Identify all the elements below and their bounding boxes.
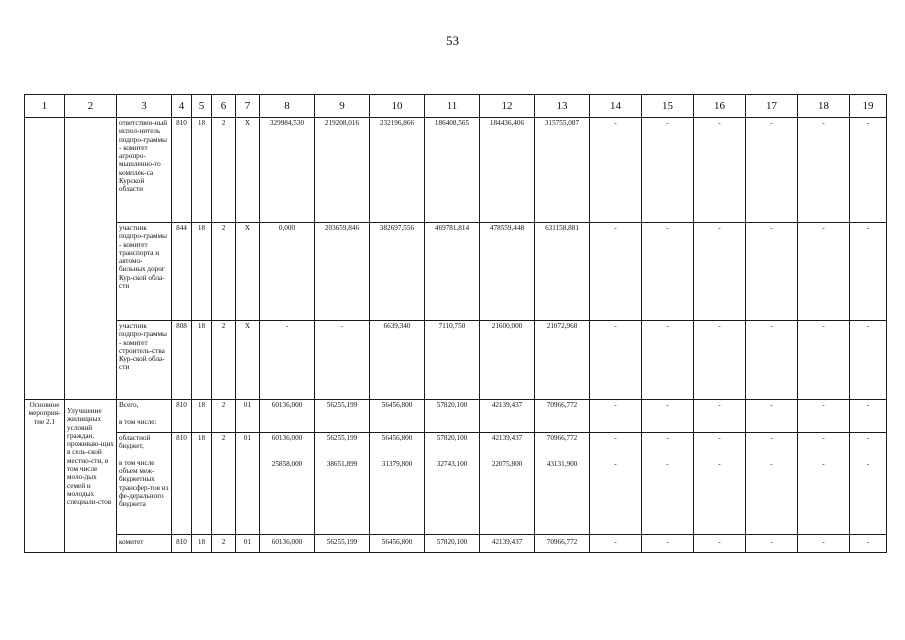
cell-c8 — [260, 433, 315, 535]
value-a: 70966,772 — [546, 434, 578, 442]
cell-c17: - — [746, 321, 798, 400]
value-b: 32743,100 — [436, 460, 468, 469]
cell-c7: X — [236, 223, 260, 321]
column-header-13: 13 — [535, 95, 590, 118]
committee-cell: комитет — [117, 535, 172, 553]
value-a: 56456,800 — [381, 434, 413, 442]
cell-c4: 810 — [172, 400, 192, 433]
cell-c14: - — [590, 321, 642, 400]
cell-c18: - — [798, 535, 850, 553]
column-header-10: 10 — [370, 95, 425, 118]
cell-c5: 18 — [192, 400, 212, 433]
cell-c15: - — [642, 535, 694, 553]
cell-c5: 18 — [192, 223, 212, 321]
cell-c10: 6639,340 — [370, 321, 425, 400]
cell-c11: 186408,565 — [425, 118, 480, 223]
cell-c8: 329984,530 — [260, 118, 315, 223]
cell-c4: 810 — [172, 535, 192, 553]
column-header-7: 7 — [236, 95, 260, 118]
cell-c9 — [315, 433, 370, 535]
cell-c8: - — [260, 321, 315, 400]
value-a: - — [822, 434, 825, 442]
cell-c19: - — [850, 400, 887, 433]
column-header-18: 18 — [798, 95, 850, 118]
column-header-15: 15 — [642, 95, 694, 118]
column-header-6: 6 — [212, 95, 236, 118]
executor-cell: ответствен-ный испол-нитель подпро-граммы - комитет агропро-мышленно-го комплек-са Курской области — [117, 118, 172, 223]
cell-c13: 21072,968 — [535, 321, 590, 400]
cell-c8: 0,000 — [260, 223, 315, 321]
cell-c13: 70966,772 — [535, 400, 590, 433]
col2-cell — [65, 118, 117, 400]
cell-c7: 01 — [236, 433, 260, 535]
cell-c6: 2 — [212, 321, 236, 400]
value-b: 38651,899 — [326, 460, 358, 469]
table-row — [25, 535, 887, 553]
page-number: 53 — [446, 33, 459, 48]
measure-description-cell: Улучшение жилищных условий граждан, проживаю-щих в сель-ской местно-сти, в том числе моло-дых семей и молодых специали-стов — [65, 400, 117, 553]
cell-c16: - — [694, 223, 746, 321]
cell-c17 — [746, 433, 798, 535]
cell-c15: - — [642, 321, 694, 400]
value-b: 31379,800 — [381, 460, 413, 469]
cell-c14: - — [590, 400, 642, 433]
table-row — [25, 321, 887, 400]
column-header-5: 5 — [192, 95, 212, 118]
cell-c16: - — [694, 118, 746, 223]
table-row — [25, 118, 887, 223]
column-header-12: 12 — [480, 95, 535, 118]
cell-c13: 631158,881 — [535, 223, 590, 321]
including-label: в том числе: — [119, 417, 157, 426]
cell-c14: - — [590, 223, 642, 321]
column-header-9: 9 — [315, 95, 370, 118]
cell-c17: - — [746, 223, 798, 321]
cell-c7: 01 — [236, 400, 260, 433]
total-label: Всего, — [119, 401, 139, 409]
cell-c5: 18 — [192, 118, 212, 223]
cell-c18: - — [798, 223, 850, 321]
cell-c14: - — [590, 118, 642, 223]
cell-c4: 810 — [172, 118, 192, 223]
cell-c19: - — [850, 535, 887, 553]
cell-c9: - — [315, 321, 370, 400]
cell-c13: 315755,087 — [535, 118, 590, 223]
cell-c19: - — [850, 321, 887, 400]
column-header-3: 3 — [117, 95, 172, 118]
cell-c7: 01 — [236, 535, 260, 553]
column-header-16: 16 — [694, 95, 746, 118]
cell-c19: - — [850, 118, 887, 223]
cell-c8: 60136,000 — [260, 535, 315, 553]
value-a: 56255,199 — [326, 434, 358, 442]
cell-c7: X — [236, 321, 260, 400]
federal-transfers-label: в том числе объем меж-бюджетных трансфер-тов из фе-дерального бюджета — [119, 458, 169, 509]
value-b: - — [614, 460, 617, 469]
table-row — [25, 223, 887, 321]
cell-c6: 2 — [212, 400, 236, 433]
value-b: - — [666, 460, 669, 469]
cell-c14 — [590, 433, 642, 535]
value-a: 42139,437 — [491, 434, 523, 442]
executor-cell: участник подпро-граммы - комитет строитель-ства Кур-ской обла-сти — [117, 321, 172, 400]
value-b: - — [866, 460, 870, 469]
value-b: 43131,900 — [546, 460, 578, 469]
cell-c12: 184436,406 — [480, 118, 535, 223]
column-header-17: 17 — [746, 95, 798, 118]
cell-c7: X — [236, 118, 260, 223]
cell-c4: 808 — [172, 321, 192, 400]
cell-c16: - — [694, 400, 746, 433]
value-b: - — [770, 460, 773, 469]
value-b: 22075,800 — [491, 460, 523, 469]
value-a: 57820,100 — [436, 434, 468, 442]
cell-c11: 57820,100 — [425, 400, 480, 433]
cell-c14: - — [590, 535, 642, 553]
table-row — [25, 400, 887, 433]
cell-c9: 56255,199 — [315, 400, 370, 433]
cell-c5: 18 — [192, 321, 212, 400]
cell-c12: 21600,000 — [480, 321, 535, 400]
cell-c15 — [642, 433, 694, 535]
cell-c10: 232196,866 — [370, 118, 425, 223]
cell-c8: 60136,000 — [260, 400, 315, 433]
cell-c11: 57820,100 — [425, 535, 480, 553]
cell-c12: 478559,448 — [480, 223, 535, 321]
cell-c12: 42139,437 — [480, 400, 535, 433]
value-a: 60136,000 — [271, 434, 303, 442]
value-a: - — [666, 434, 669, 442]
total-label-cell — [117, 400, 172, 433]
table-row — [25, 433, 887, 535]
cell-c16: - — [694, 321, 746, 400]
regional-budget-label: областной бюджет, — [119, 434, 151, 451]
cell-c18 — [798, 433, 850, 535]
column-header-1: 1 — [25, 95, 65, 118]
measure-number-cell: Основное мероприя-тие 2.1 — [25, 400, 65, 553]
regional-budget-cell — [117, 433, 172, 535]
cell-c13 — [535, 433, 590, 535]
cell-c9: 219208,016 — [315, 118, 370, 223]
value-a: - — [866, 434, 870, 442]
cell-c15: - — [642, 223, 694, 321]
value-a: - — [718, 434, 721, 442]
budget-table — [24, 94, 887, 553]
cell-c6: 2 — [212, 433, 236, 535]
cell-c10 — [370, 433, 425, 535]
cell-c19: - — [850, 223, 887, 321]
cell-c18: - — [798, 118, 850, 223]
cell-c17: - — [746, 535, 798, 553]
cell-c12: 42139,437 — [480, 535, 535, 553]
cell-c9: 203659,846 — [315, 223, 370, 321]
cell-c12 — [480, 433, 535, 535]
value-b: - — [822, 460, 825, 469]
column-header-8: 8 — [260, 95, 315, 118]
column-header-14: 14 — [590, 95, 642, 118]
column-header-19: 19 — [850, 95, 887, 118]
cell-c16 — [694, 433, 746, 535]
cell-c17: - — [746, 118, 798, 223]
cell-c17: - — [746, 400, 798, 433]
cell-c5: 18 — [192, 535, 212, 553]
cell-c11: 469781,814 — [425, 223, 480, 321]
column-header-2: 2 — [65, 95, 117, 118]
cell-c6: 2 — [212, 535, 236, 553]
value-a: - — [770, 434, 773, 442]
cell-c6: 2 — [212, 118, 236, 223]
cell-c5: 18 — [192, 433, 212, 535]
cell-c11 — [425, 433, 480, 535]
cell-c15: - — [642, 118, 694, 223]
cell-c10: 56456,800 — [370, 535, 425, 553]
cell-c15: - — [642, 400, 694, 433]
value-b: 25858,000 — [271, 460, 303, 469]
column-header-11: 11 — [425, 95, 480, 118]
cell-c9: 56255,199 — [315, 535, 370, 553]
cell-c19 — [850, 433, 887, 535]
cell-c4: 810 — [172, 433, 192, 535]
cell-c18: - — [798, 321, 850, 400]
header-row — [25, 95, 887, 118]
cell-c16: - — [694, 535, 746, 553]
column-header-4: 4 — [172, 95, 192, 118]
cell-c6: 2 — [212, 223, 236, 321]
cell-c11: 7110,750 — [425, 321, 480, 400]
cell-c10: 56456,800 — [370, 400, 425, 433]
cell-c4: 844 — [172, 223, 192, 321]
col1-cell — [25, 118, 65, 400]
cell-c10: 382697,556 — [370, 223, 425, 321]
cell-c18: - — [798, 400, 850, 433]
value-a: - — [614, 434, 617, 442]
cell-c13: 70966,772 — [535, 535, 590, 553]
value-b: - — [718, 460, 721, 469]
executor-cell: участник подпро-граммы - комитет транспорта и автомо-бильных дорог Кур-ской обла-сти — [117, 223, 172, 321]
